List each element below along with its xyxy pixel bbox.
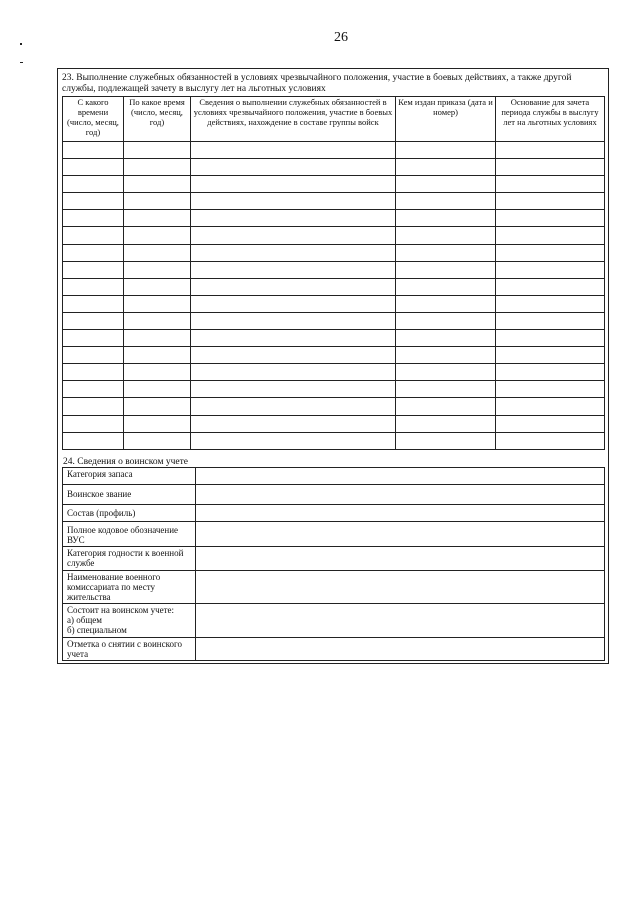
military-row-rank — [63, 485, 605, 505]
table-cell[interactable] — [396, 295, 496, 312]
column-header-order: Кем издан приказа (дата и номер) — [396, 97, 496, 142]
table-cell[interactable] — [191, 330, 396, 347]
table-cell[interactable] — [124, 312, 191, 329]
table-cell[interactable] — [496, 193, 605, 210]
table-cell[interactable] — [396, 227, 496, 244]
row-label: Наименование военного комиссариата по месту жительства — [63, 571, 196, 604]
table-cell[interactable] — [191, 227, 396, 244]
table-cell[interactable] — [63, 330, 124, 347]
table-row — [63, 295, 605, 312]
row-value[interactable] — [196, 604, 605, 638]
table-cell[interactable] — [63, 381, 124, 398]
table-cell[interactable] — [396, 244, 496, 261]
table-cell[interactable] — [496, 347, 605, 364]
row-value[interactable] — [196, 547, 605, 571]
scan-mark-bottom — [20, 62, 23, 63]
table-cell[interactable] — [63, 364, 124, 381]
table-cell[interactable] — [396, 278, 496, 295]
table-cell[interactable] — [124, 381, 191, 398]
table-row — [63, 381, 605, 398]
scan-mark-top — [20, 43, 22, 45]
table-cell[interactable] — [63, 432, 124, 449]
table-cell[interactable] — [124, 347, 191, 364]
table-cell[interactable] — [124, 415, 191, 432]
table-header-row — [63, 97, 605, 142]
table-cell[interactable] — [63, 415, 124, 432]
registration-general: а) общем — [67, 615, 102, 625]
military-row-registration — [63, 604, 605, 638]
table-cell[interactable] — [63, 193, 124, 210]
section-24-table — [62, 467, 605, 661]
table-cell[interactable] — [396, 176, 496, 193]
table-cell[interactable] — [124, 176, 191, 193]
table-row — [63, 415, 605, 432]
row-label: Категория запаса — [63, 468, 196, 485]
table-cell[interactable] — [124, 210, 191, 227]
table-cell[interactable] — [191, 312, 396, 329]
table-cell[interactable] — [496, 381, 605, 398]
table-row — [63, 142, 605, 159]
table-row — [63, 330, 605, 347]
table-row — [63, 261, 605, 278]
table-cell[interactable] — [124, 227, 191, 244]
column-header-basis: Основание для зачета периода службы в выслугу лет на льготных условиях — [496, 97, 605, 142]
table-cell[interactable] — [63, 176, 124, 193]
column-header-details: Сведения о выполнении служебных обязанностей в условиях чрезвычайного положения, участие в боевых действиях, нахождение в составе группы войск — [191, 97, 396, 142]
table-cell[interactable] — [63, 398, 124, 415]
table-cell[interactable] — [496, 159, 605, 176]
table-row — [63, 193, 605, 210]
table-cell[interactable] — [496, 278, 605, 295]
registration-special: б) специальном — [67, 625, 127, 635]
table-cell[interactable] — [63, 210, 124, 227]
row-value[interactable] — [196, 485, 605, 505]
military-row-vus-code — [63, 522, 605, 547]
table-cell[interactable] — [63, 142, 124, 159]
section-23-table — [62, 96, 605, 450]
table-row — [63, 159, 605, 176]
table-row — [63, 278, 605, 295]
column-header-to: По какое время (число, месяц, год) — [124, 97, 191, 142]
table-cell[interactable] — [496, 227, 605, 244]
table-cell[interactable] — [191, 381, 396, 398]
table-cell[interactable] — [124, 364, 191, 381]
table-cell[interactable] — [496, 364, 605, 381]
table-cell[interactable] — [496, 244, 605, 261]
table-row — [63, 227, 605, 244]
table-cell[interactable] — [496, 415, 605, 432]
table-cell[interactable] — [191, 159, 396, 176]
table-cell[interactable] — [396, 432, 496, 449]
table-cell[interactable] — [396, 312, 496, 329]
table-cell[interactable] — [63, 159, 124, 176]
table-cell[interactable] — [124, 432, 191, 449]
row-value[interactable] — [196, 638, 605, 661]
table-cell[interactable] — [496, 210, 605, 227]
table-cell[interactable] — [63, 244, 124, 261]
table-cell[interactable] — [191, 415, 396, 432]
table-cell[interactable] — [396, 364, 496, 381]
table-cell[interactable] — [124, 330, 191, 347]
row-value[interactable] — [196, 468, 605, 485]
table-cell[interactable] — [496, 330, 605, 347]
table-cell[interactable] — [63, 347, 124, 364]
table-row — [63, 347, 605, 364]
table-cell[interactable] — [396, 142, 496, 159]
row-label: Состав (профиль) — [63, 505, 196, 522]
table-cell[interactable] — [396, 193, 496, 210]
row-value[interactable] — [196, 571, 605, 604]
table-cell[interactable] — [396, 210, 496, 227]
registration-heading: Состоит на воинском учете: — [67, 605, 175, 615]
table-cell[interactable] — [124, 244, 191, 261]
table-cell[interactable] — [191, 176, 396, 193]
table-cell[interactable] — [63, 261, 124, 278]
table-cell[interactable] — [191, 364, 396, 381]
table-row — [63, 432, 605, 449]
table-cell[interactable] — [496, 398, 605, 415]
table-cell[interactable] — [191, 295, 396, 312]
table-cell[interactable] — [396, 347, 496, 364]
row-label: Отметка о снятии с воинского учета — [63, 638, 196, 661]
table-cell[interactable] — [124, 261, 191, 278]
table-cell[interactable] — [191, 278, 396, 295]
table-cell[interactable] — [63, 278, 124, 295]
table-cell[interactable] — [191, 398, 396, 415]
table-row — [63, 364, 605, 381]
table-cell[interactable] — [191, 244, 396, 261]
table-cell[interactable] — [396, 415, 496, 432]
table-cell[interactable] — [63, 295, 124, 312]
table-cell[interactable] — [191, 261, 396, 278]
table-cell[interactable] — [496, 142, 605, 159]
column-header-from: С какого времени (число, месяц, год) — [63, 97, 124, 142]
military-row-profile — [63, 505, 605, 522]
row-value[interactable] — [196, 505, 605, 522]
table-cell[interactable] — [191, 347, 396, 364]
table-cell[interactable] — [63, 227, 124, 244]
table-cell[interactable] — [124, 278, 191, 295]
table-cell[interactable] — [191, 142, 396, 159]
table-row — [63, 398, 605, 415]
page-number: 26 — [334, 30, 348, 45]
military-row-commissariat — [63, 571, 605, 604]
table-cell[interactable] — [191, 193, 396, 210]
military-row-reserve-category — [63, 468, 605, 485]
row-label: Категория годности к военной службе — [63, 547, 196, 571]
section-23-title: 23. Выполнение служебных обязанностей в условиях чрезвычайного положения, участие в боевых действиях, а также другой службы, подлежащей зачету в выслугу лет на льготных условиях — [62, 73, 572, 94]
table-cell[interactable] — [496, 261, 605, 278]
table-cell[interactable] — [124, 398, 191, 415]
table-cell[interactable] — [396, 261, 496, 278]
table-cell[interactable] — [191, 432, 396, 449]
table-row — [63, 312, 605, 329]
table-cell[interactable] — [124, 193, 191, 210]
military-row-fitness-category — [63, 547, 605, 571]
table-cell[interactable] — [63, 312, 124, 329]
row-label: Полное кодовое обозначение ВУС — [63, 522, 196, 547]
row-value[interactable] — [196, 522, 605, 547]
table-cell[interactable] — [496, 295, 605, 312]
row-label — [63, 604, 196, 638]
table-cell[interactable] — [124, 295, 191, 312]
table-row — [63, 244, 605, 261]
military-row-deregistration — [63, 638, 605, 661]
table-row — [63, 210, 605, 227]
table-cell[interactable] — [396, 159, 496, 176]
table-cell[interactable] — [124, 159, 191, 176]
section-24-title: 24. Сведения о воинском учете — [63, 457, 188, 467]
row-label: Воинское звание — [63, 485, 196, 505]
table-cell[interactable] — [396, 398, 496, 415]
table-row — [63, 176, 605, 193]
table-cell[interactable] — [396, 330, 496, 347]
section-23-rows — [63, 142, 605, 450]
table-cell[interactable] — [124, 142, 191, 159]
table-cell[interactable] — [396, 381, 496, 398]
table-cell[interactable] — [496, 312, 605, 329]
table-cell[interactable] — [191, 210, 396, 227]
table-cell[interactable] — [496, 432, 605, 449]
table-cell[interactable] — [496, 176, 605, 193]
